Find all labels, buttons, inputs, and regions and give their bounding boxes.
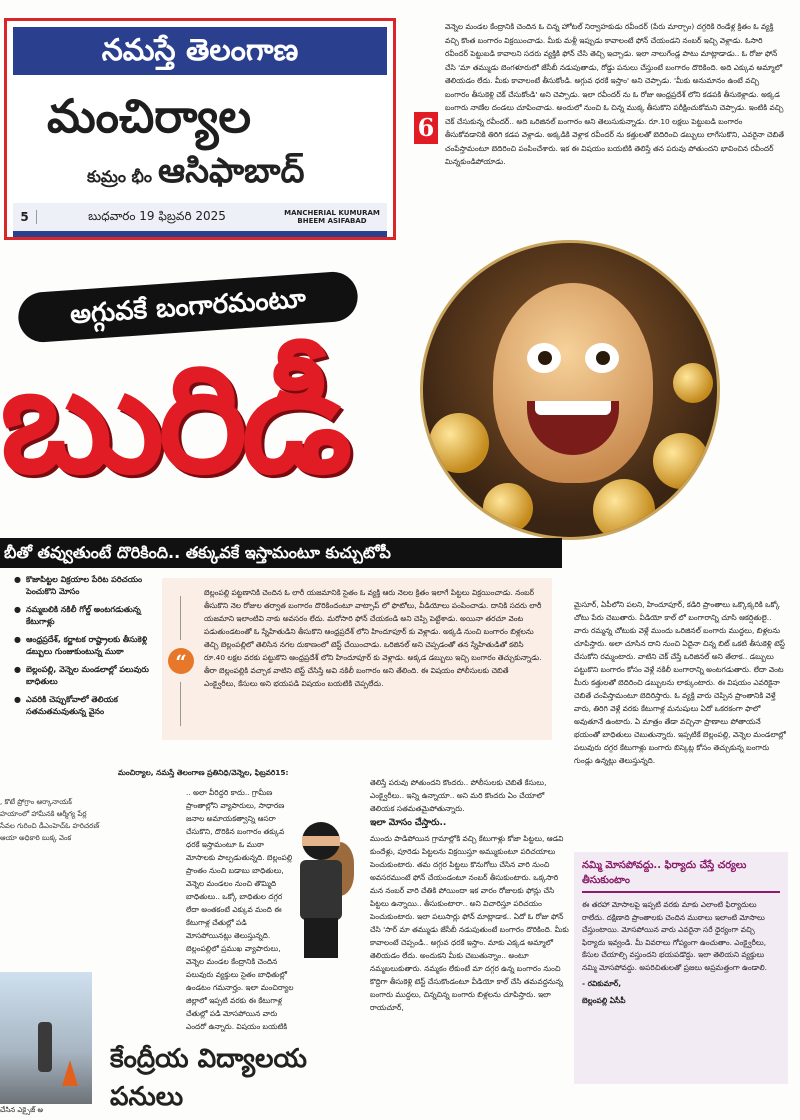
headline-strap: బీతో తవ్వుతుంటే దొరికింది.. తక్కువకే ఇస్తామంటూ కుచ్చుటోపీ	[0, 538, 562, 568]
gold-coin-image	[429, 413, 489, 473]
body-subheading: ఇలా మోసం చేస్తారు..	[370, 818, 447, 828]
body-text-b-rest: ముందు పాడిపోయిన గ్రామాల్లోకి వచ్చి కేటుగాళ్లు కోజా పిట్టలు, ఆడవి కుందేళ్లు, పూరెడు పిట్టలను విక్రయిస్తూ అమ్ముకుంటూ పరిచయాలు పెంచుకుంటారు. తమ దగ్గర పిట్టలు కొనుగోలు చేసిన వారి నుంచి అవసరముంటే ఫోన్ చేయండంటూ నంబర్ తీసుకుంటారు. ఒక్కసారి మన నంబర్ వారి చేతికి పోయిందా ఇక వారం రోజులకు ఫోన్లు చేసి పిట్టలు ఉన్నాయి.. తీసుకుంటారా.. అని విచారిస్తూ పరిచయం పెంచుకుంటారు. ఇలా పలుసార్లు ఫోన్ మాట్లాడాక.. ఏదో ఓ రోజు ఫోన్ చేసి 'సార్ మా తమ్ముడు జేసీబీ నడుపుతుంటే బంగారం దొరికింది. మీకు కావాలంటే చెప్పండి.. అగ్గువ ధరకే ఇస్తాం. మాకు ఎక్కడ అమ్మాలో తెలియడం లేదు. అందుకని మీకు చెబుతున్నాం.. అంటూ నమ్మబలుకుతారు. నమ్మకం లేకుంటే మా దగ్గర ఉన్న బంగారం నుంచి కొద్దిగా తీసుకెళ్లి టెస్ట్ చేసుకొండంటూ వీడియో కాల్ చేసి తమవద్దనున్న బంగారు ముద్దలు, చిన్నచిన్న బంగారు బిళ్లలను చూపిస్తారు. ఇలా రాయచూర్,	[370, 834, 569, 1012]
gold-coin-image	[483, 483, 533, 533]
district-subtitle	[87, 151, 304, 199]
statement-signature: - రవికుమార్,	[582, 979, 622, 988]
subtitle-big: ఆసిఫాబాద్	[157, 151, 305, 191]
acp-statement-box	[574, 852, 788, 1084]
masthead-rule	[13, 231, 387, 237]
top-story-column	[445, 20, 785, 169]
main-headline: బురిడీ	[0, 333, 347, 507]
masthead	[4, 18, 396, 240]
gold-coin-image	[673, 363, 713, 403]
quote-rule-top	[180, 596, 181, 640]
right-column	[574, 598, 788, 767]
district-title: మంచిర్యాల	[47, 89, 252, 143]
right-column-text: మైసూర్, ఏపీలోని పలని, హిందూపూర్, కడిరి ప్రాంతాలు ఒక్కొక్కరికి ఒక్కో చోటు పేరు చెబుతారు. వీడియో కాల్ లో బంగారాన్ని చూసి ఆకర్షితులై.. వారు రమ్మన్న చోటుకు వెళ్లే ముందు ఒరిజినల్ బంగారు ముద్దలు, బిళ్లలను చూపిస్తారు. అలా చూసిన దాని నుంచి ఏదైనా చిన్న బిట్ ఒకటి తీసుకెళ్లి టెస్ట్ చేసుకోని రమ్మంటారు. వాటిని చెక్ చేస్తే ఒరిజినల్ అని తేలాక.. డబ్బులు పట్టుకొని బంగారం కోసం వెళ్లే నకిలీ బంగారాన్ని అంటగడుతారు. లేదా వెంట మీరు కత్తులతో బెదిరించి డబ్బులను లాక్కుంటారు. ఈ విషయం ఎవరికైనా చెబితే చంపేస్తామంటూ బెదిరిస్తారు. ఓ వ్యక్తి వారు చెప్పిన ప్రాంతానికి వెళ్తే వారు, తిరిగి వెళ్లే వరకు కేటుగాళ్ల మనుషులు ఏదో ఒకరకంగా ఫాలో అవుతూనే ఉంటారు. ఏ మాత్రం తేడా వచ్చినా ప్రాణాలు పోతాయనే భయంతో బాధితులు చెబుతున్నారు. ఇప్పటికే బెల్లంపల్లి, వెన్నెల మండలాల్లో పలువురు దగ్గర కేటుగాళ్లు బంగారు బిస్కెట్ల కోసం తెచ్చుకున్న బంగారు గుండ్లు ఉన్నట్లు తెలుస్తున్నది.	[574, 600, 786, 765]
edition-place: MANCHERIAL KUMURAM BHEEM ASIFABAD	[284, 209, 380, 225]
body-column-b	[300, 776, 570, 1014]
bullet-item: ● ఆంధ్రప్రదేశ్, కర్ణాటక రాష్ట్రాలకు తీసుకెళ్లి డబ్బులు గుంజుకుంటున్న ముఠా	[14, 634, 162, 658]
subtitle-small: కుమ్రం భీం	[87, 167, 152, 186]
photo-caption: చేసిన ఎక్సైజ్ అ	[0, 1106, 44, 1114]
gold-coin-image	[593, 479, 655, 540]
quote-rule-bottom	[180, 682, 181, 726]
bullet-item: ● బెల్లంపల్లి, వెన్నెల మండలాల్లో పలువురు బాధితులు	[14, 664, 162, 688]
headline-kicker: అగ్గువకే బంగారమంటూ	[17, 270, 360, 344]
statement-title: నమ్మి మోసపోవద్దు.. ఫిర్యాదు చేస్తే చర్యలు తీసుకుంటాం	[582, 860, 747, 886]
masthead-info-bar	[13, 203, 387, 231]
gold-coin-image	[653, 433, 709, 489]
body-column-a	[116, 786, 294, 1033]
gold-face-illustration	[420, 240, 720, 540]
road-photo	[0, 972, 92, 1104]
page-number: 5	[13, 210, 37, 224]
bullet-item: ● ఎవరికి చెప్పుకోవాలో తెలియక సతమతమవుతున్న వైనం	[14, 694, 162, 718]
grinning-mouth	[527, 401, 619, 455]
statement-text: ఈ తరహా మోసాలపై ఇప్పటి వరకు మాకు ఎలాంటి ఫిర్యాదులు రాలేదు. దక్షిణాది ప్రాంతాలకు చెందిన ముఠాలు ఇలాంటి మోసాలు చేస్తుంటాయి. మోసపోయిన వారు ఎవరైనా సరే ధైర్యంగా వచ్చి ఫిర్యాదు ఇవ్వండి. మీ వివరాలు గోప్యంగా ఉంచుతాం. ఎంక్వైరీలు, కేసుల చేయాల్సి వస్తుందని భయపడొద్దు. ఇలా తెలియని వ్యక్తులు నమ్మి మోసపోవద్దు. అపరిచితులతో ప్రజలు అప్రమత్తంగా ఉండాలి.	[582, 900, 767, 972]
top-story-text: వెన్నెల మండల కేంద్రానికి చెందిన ఓ చిన్న హోటల్ నిర్వాహకుడు రవీందర్ (పేరు మార్చాం) దగ్గరికి రెండేళ్ల క్రితం ఓ వ్యక్తి వచ్చి కొంత బంగారం విక్రయించాడు. మీకు మళ్లీ ఇప్పుడు కావాలంటే ఫోన్ చేయండని నంబర్ ఇచ్చి వెళ్లాడు. ఓసారి రవీందర్ పెట్టుబడి కావాలని సదరు వ్యక్తికి ఫోన్ చేసి తెచ్చి ఇచ్చాడు. ఇలా నాలుగేండ్ల పాటు మాట్లాడాడు.. ఓ రోజు ఫోన్ చేసి 'మా తమ్ముడు బెంగళూరులో జేసీబీ నడుపుతాడు, రోడ్డు పనులు చేస్తుంటే బంగారం దొరికింది. అది ఎక్కువ అమ్మాలో తెలియడం లేదు. మీకు కావాలంటే తీసుకోండి. అగ్గువ ధరకే ఇస్తాం' అని చెప్పాడు. 'మీకు అనుమానం ఉంటే వచ్చి బంగారం తీసుకెళ్లి చెక్ చేసుకోండి' అని చెప్పాడు. ఇలా రవీందర్ ను ఓ రోజు ఆంధ్రప్రదేశ్ లోని కడపకి తీసుకెళ్లాడు. అక్కడ బంగారు నాణేల దండలు చూపించాడు. అందులో నుంచి ఓ చిన్న ముక్క తీసుకొని పరీక్షించుకోమని చెప్పాడు. ఇంటికి వచ్చి చెక్ చేసుకున్న రవీందర్.. అది ఒరిజినల్ బంగారం అని తెలుసుకున్నాడు. రూ.10 లక్షలు పెట్టుబడి బంగారం తీసుకోవడానికి తిరిగి కడప వెళ్లాడు. అక్కడికి వెళ్లాక రవీందర్ ను కత్తులతో బెదిరించి డబ్బులు లాగేసుకొని, ఎవరైనా చెబితే చంపేస్తామంటూ బెదిరించి పంపించేశారు. ఇక ఈ విషయం బయటికి తెలిస్తే తన పరువు పోతుందని భావించిన రవీందర్ మిన్నకుండిపోయాడు.	[445, 22, 784, 166]
eye-right	[585, 343, 619, 373]
bullet-item: ● నమ్మబలికి నకిలీ గోల్డ్ అంటగడుతున్న కేటుగాళ్లు	[14, 604, 162, 628]
person-figure	[38, 1022, 52, 1072]
case-quote-text: బెల్లంపల్లి పట్టణానికి చెందిన ఓ లారీ యజమానికి సైతం ఓ వ్యక్తి ఆరు నెలల క్రితం ఇలాగే పిట్టలు విక్రయించాడు. నంబర్ తీసుకొని నెల రోజుల తర్వాత బంగారం దొరికిందంటూ వాట్సాప్ లో ఫొటోలు, వీడియోలు పంపించాడు. దానికి సదరు లారీ యజమాని ఇలాంటివి నాకు అవసరం లేదు. మరోసారి ఫోన్ చేయకండి అని చెప్పి పెట్టేశాడు. అయినా తరచూ వెంట పడుతుండటంతో ఓ స్నేహితుడిని తీసుకొని ఆంధ్రప్రదేశ్ లోని హిందూపూర్ కు వెళ్లాడు. అక్కడి నుంచి బంగారం బిళ్లలను తెచ్చి బెల్లంపల్లిలో తెలిసిన నగల దుకాణంలో టెస్ట్ చేయించాడు. ఒరిజినల్ అని చెప్పడంతో తన స్నేహితుడితో కలిసి రూ.40 లక్షల వరకు పట్టుకొని ఆంధ్రప్రదేశ్ లోని హిందూపూర్ కు వెళ్లాడు. అక్కడ డబ్బులు ఇచ్చి బంగారం తెచ్చుకున్నాడు. తీరా బెల్లంపల్లికి వచ్చాక వాటిని టెస్ట్ చేసిస్తే అవి నకిలీ బంగారం అని తేలింది. ఈ విషయం పోలీసులకు చెబితే ఎంక్వైరీలు, కేసులు అని భయపడి విషయం బయటికి చెప్పలేదు.	[204, 588, 542, 688]
body-text-a: .. అలా వీరిద్దరి కాదు.. గ్రామీణ ప్రాంతాల్లోని వ్యాపారులు, సాధారణ జనాల అమాయకత్వాన్ని ఆసరా చేసుకొని, దొరికిన బంగారం తక్కువ ధరకే ఇస్తామంటూ ఓ ముఠా మోసాలకు పాల్పడుతున్నది. బెల్లంపల్లి ప్రాంతం నుంచి బడాబు బాధితులు, వెన్నెల మండలం నుంచి తొమ్మిది బాధితులు.. ఒక్కో బాధితుల దగ్గర లేదా అంతకంటే ఎక్కువ మంది ఈ కేటుగాళ్ల చేతుల్లో పడి మోసపోయినట్లు తెలుస్తున్నది. బెల్లంపల్లిలో ప్రముఖ వ్యాపారులు, వెన్నెల మండల కేంద్రానికి చెందిన పలువురు వ్యక్తులు సైతం బాధితుల్లో ఉండటం గమనార్హం. ఇలా మంచిర్యాల జిల్లాలో ఇప్పటి వరకు ఈ కేటుగాళ్ల చేతుల్లో పడి మోసపోయిన వారు ఎందరో ఉన్నారు. విషయం బయటికి	[186, 788, 294, 1031]
case-quote-box	[162, 578, 552, 740]
body-text-b-top: తెలిస్తే పరువు పోతుందని కొందరు.. పోలీసులకు చెబితే కేసులు, ఎంక్వైరీలు.. ఇన్ని ఉన్నాయా.. అని మరి కొందరు ఏం చేయాలో తెలియక సతమతమైపోతున్నారు.	[370, 778, 547, 813]
quote-icon: “	[168, 648, 194, 674]
secondary-headline: కేంద్రీయ విద్యాలయ పనులు	[110, 1044, 307, 1112]
statement-role: బెల్లంపల్లి ఏసీపీ	[582, 995, 626, 1005]
bullet-item: ● కొజాపిట్టల విక్రయాల పేరిట పరిచయం పెంచుకొని మోసం	[14, 574, 162, 598]
quote-mark-badge: 6	[414, 112, 438, 144]
adjacent-story-fragment: , కొటే ప్రోగ్రాం ఆర్కానాయక్ హయాంలో హామీనకి ఆర్మీగ్య పేర్ల సేవల గురించి డీఎంహెచ్ఓ హరిచరణ్ ఆయా అధికారి బుక్క వెంక	[0, 798, 100, 842]
traffic-cone	[62, 1060, 78, 1086]
statement-rule	[582, 891, 780, 893]
highlight-bullets	[14, 574, 162, 724]
issue-date: బుధవారం 19 ఫిబ్రవరి 2025	[88, 208, 226, 223]
eye-left	[527, 343, 561, 373]
dateline: మంచిర్యాల, నమస్తే తెలంగాణ ప్రతినిధి/వెన్నెల, ఫిబ్రవరి15:	[118, 768, 289, 777]
brand-banner: నమస్తే తెలంగాణ	[13, 27, 387, 75]
smiling-face-image	[493, 283, 653, 483]
